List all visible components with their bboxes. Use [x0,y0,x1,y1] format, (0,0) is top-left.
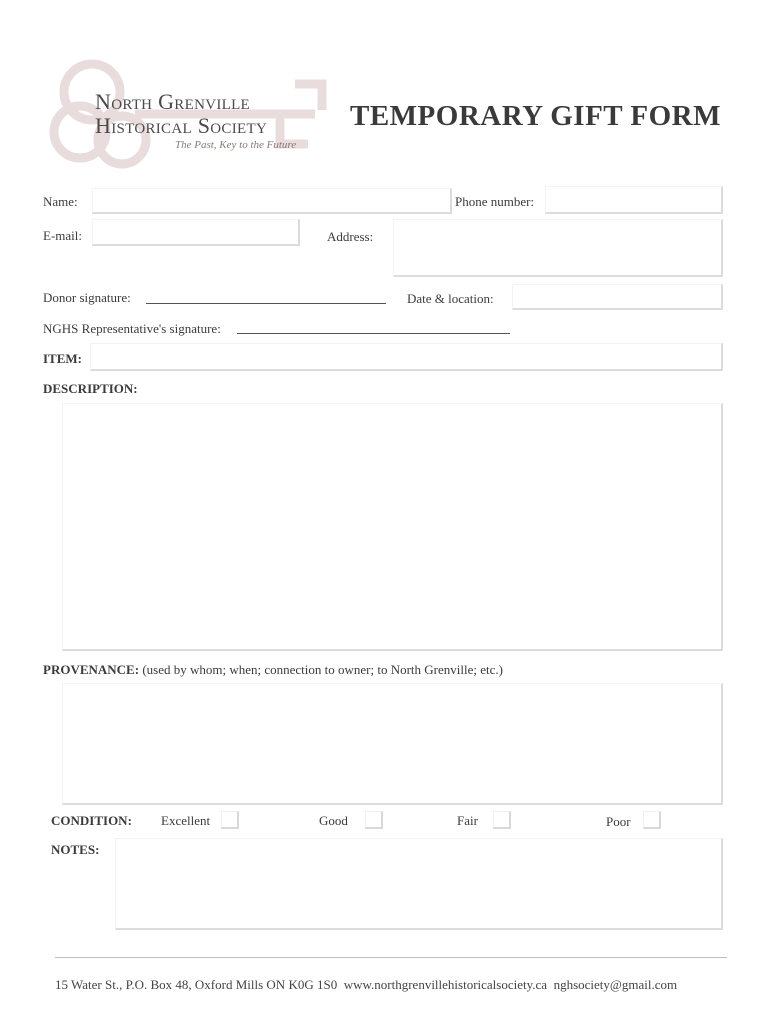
tagline: The Past, Key to the Future [175,139,297,151]
donor-signature-line[interactable] [146,303,386,304]
provenance-hint: (used by whom; when; connection to owner; to North Grenville; etc.) [142,662,503,677]
item-label: ITEM: [43,351,82,366]
condition-poor-label: Poor [606,814,631,829]
name-label: Name: [43,194,78,209]
condition-fair-label: Fair [457,813,478,828]
logo [40,52,340,177]
org-name-line1: North Grenville [95,89,251,114]
org-name-line2: Historical Society [95,113,268,138]
notes-field[interactable] [115,838,723,930]
footer-address: 15 Water St., P.O. Box 48, Oxford Mills ON K0G 1S0 [55,977,338,992]
email-field[interactable] [92,219,300,246]
condition-poor-checkbox[interactable] [643,811,661,829]
form-title: TEMPORARY GIFT FORM [350,100,721,132]
address-field[interactable] [393,219,723,277]
footer-divider [55,957,727,958]
date-location-field[interactable] [512,284,723,310]
condition-good-label: Good [319,813,348,828]
condition-label: CONDITION: [51,813,132,828]
phone-field[interactable] [545,186,723,214]
name-field[interactable] [92,188,452,214]
rep-signature-label: NGHS Representative's signature: [43,321,221,336]
notes-label: NOTES: [51,842,100,857]
condition-excellent-checkbox[interactable] [221,811,239,829]
date-location-label: Date & location: [407,291,494,306]
email-label: E-mail: [43,228,82,243]
provenance-field[interactable] [62,683,723,805]
provenance-title: PROVENANCE: [43,662,140,677]
description-label: DESCRIPTION: [43,381,138,396]
donor-signature-label: Donor signature: [43,290,131,305]
condition-good-checkbox[interactable] [365,811,383,829]
footer-email[interactable]: nghsociety@gmail.com [553,977,678,992]
footer-website[interactable]: www.northgrenvillehistoricalsociety.ca [343,977,548,992]
rep-signature-line[interactable] [237,333,510,334]
description-field[interactable] [62,403,723,651]
condition-fair-checkbox[interactable] [493,811,511,829]
condition-excellent-label: Excellent [161,813,211,828]
footer [55,977,677,993]
address-label: Address: [327,229,374,244]
provenance-label [43,662,503,678]
phone-label: Phone number: [455,194,535,209]
item-field[interactable] [90,343,723,371]
